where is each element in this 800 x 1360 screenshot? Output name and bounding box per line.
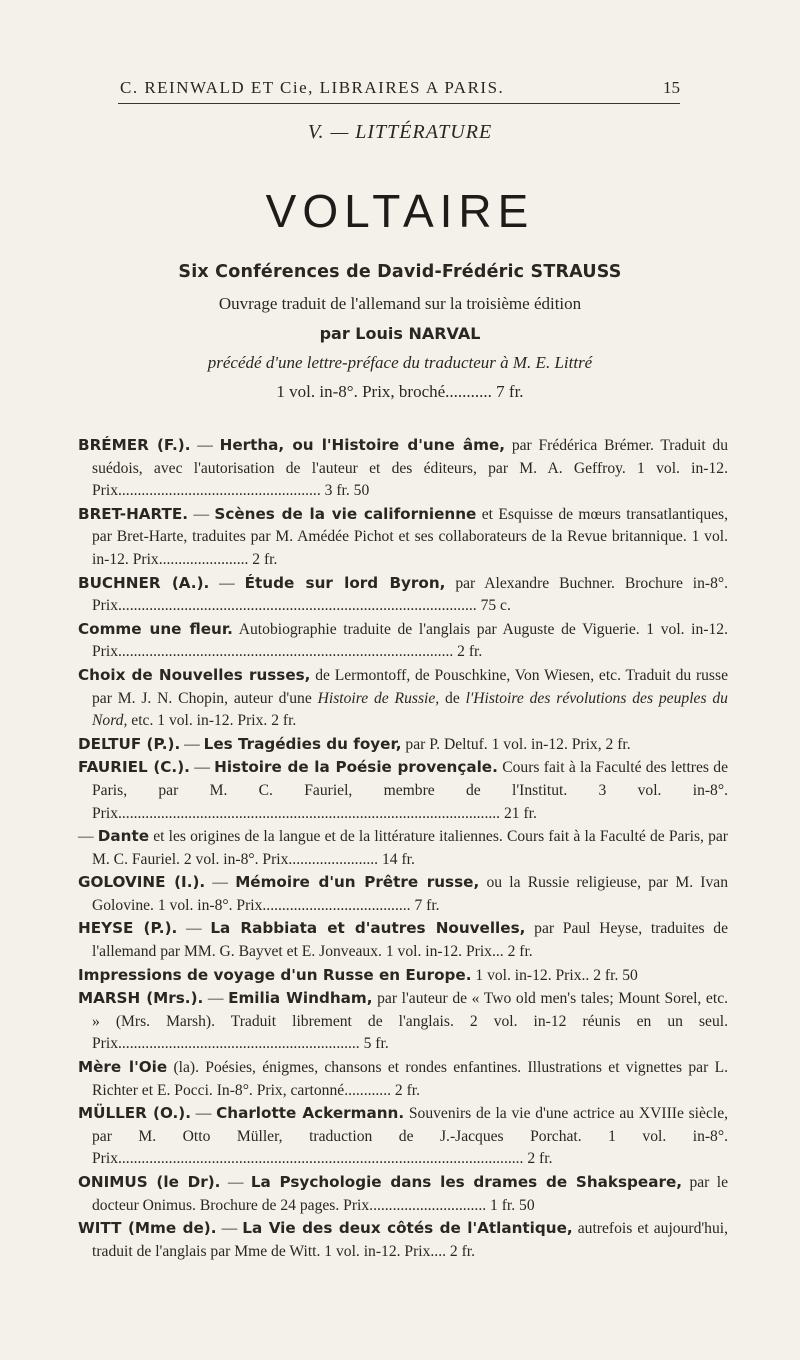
featured-preface: précédé d'une lettre-préface du traducteur à M. E. Littré	[207, 353, 593, 372]
entry-price: 2 fr.	[457, 643, 483, 661]
entry-price: 2 fr.	[605, 735, 631, 753]
catalog-entry: WITT (Mme de). — La Vie des deux côtés de l'Atlantique, autrefois et aujourd'hui, traduit de l'anglais par Mme de Witt. 1 vol. in-12. Prix.... 2 fr.	[78, 1219, 729, 1260]
catalog-entry: BRET-HARTE. — Scènes de la vie californienne et Esquisse de mœurs transatlantiques, par Bret-Harte, traduites par M. Amédée Pichot et ses collaborateurs de la Revue britannique. 1 vol. in-12. Prix....................... 2 fr.	[78, 504, 729, 568]
entry-cited-work: Histoire de Russie,	[317, 689, 440, 707]
running-head	[120, 78, 680, 98]
catalog-entry	[78, 964, 728, 988]
entry-work: La Psychologie dans les drames de Shakspeare,	[250, 1173, 683, 1191]
section-title: V. — LITTÉRATURE	[307, 121, 493, 143]
entry-work: Mère l'Oie	[78, 1058, 168, 1077]
catalog-entry: MÜLLER (O.). — Charlotte Ackermann. Souvenirs de la vie d'une actrice au XVIIIe siècle, par M. Otto Müller, traduction de J.-Jacques Porchat. 1 vol. in-8°. Prix........................................................................................................ 2 fr.	[78, 1104, 729, 1168]
catalog-entry: — Dante et les origines de la langue et de la littérature italiennes. Cours fait à la Faculté de Paris, par M. C. Fauriel. 2 vol. in-8°. Prix....................... 14 fr.	[78, 827, 729, 868]
featured-subtitle: Six Conférences de David-Frédéric STRAUSS	[178, 262, 622, 282]
entry-work: Mémoire d'un Prêtre russe,	[235, 873, 480, 892]
entry-price: 75 c.	[480, 597, 511, 615]
entry-description: par Frédérica Brémer. Traduit du suédois, avec l'autorisation de l'auteur et des éditeurs, par M. A. Geffroy. 1 vol. in-12. Prix	[92, 437, 729, 500]
entry-description: (la). Poésies, énigmes, chansons et rondes enfantines. Illustrations et vignettes par L. Richter et E. Pocci. In-8°. Prix, cartonné	[92, 1059, 729, 1099]
entry-author: MÜLLER (O.).	[78, 1104, 192, 1123]
entry-description: 1 vol. in-12. Prix..	[475, 966, 590, 984]
entry-work: Scènes de la vie californienne	[214, 504, 477, 523]
catalog-entry: BRÉMER (F.). — Hertha, ou l'Histoire d'une âme, par Frédérica Brémer. Traduit du suédois, avec l'autorisation de l'auteur et des éditeurs, par M. A. Geffroy. 1 vol. in-12. Prix.................................................... 3 fr. 50	[78, 436, 729, 500]
entry-description: et les origines de la langue et de la littérature italiennes. Cours fait à la Faculté de Paris, par M. C. Fauriel. 2 vol. in-8°. Prix	[92, 828, 729, 868]
entry-price: 2 fr.	[394, 1081, 421, 1099]
entry-description: par le docteur Onimus. Brochure de 24 pages. Prix	[92, 1174, 728, 1214]
catalog-entries	[78, 434, 728, 1263]
entry-work: Dante	[97, 827, 150, 846]
entry-description: ou la Russie religieuse, par M. Ivan Golovine. 1 vol. in-8°. Prix	[92, 874, 729, 914]
entry-price: 2 fr.	[271, 712, 297, 730]
featured-price-line: 1 vol. in-8°. Prix, broché........... 7 fr.	[276, 382, 524, 401]
page-number: 15	[663, 78, 680, 97]
entry-price: 7 fr.	[414, 896, 440, 914]
entry-work: Impressions de voyage d'un Russe en Europe.	[78, 965, 472, 984]
entry-work: Choix de Nouvelles russes,	[78, 665, 311, 684]
entry-price: 2 fr.	[449, 1242, 476, 1260]
entry-work: Emilia Windham,	[228, 989, 373, 1008]
entry-author: DELTUF (P.).	[78, 734, 181, 753]
entry-price: 5 fr.	[363, 1035, 389, 1053]
featured-translator: par Louis NARVAL	[319, 324, 481, 343]
entry-author: BRET-HARTE.	[78, 504, 189, 523]
entry-description: autrefois et aujourd'hui, traduit de l'anglais par Mme de Witt. 1 vol. in-12. Prix....	[92, 1220, 729, 1260]
entry-author: BUCHNER (A.).	[78, 573, 210, 592]
entry-description: par Alexandre Buchner. Brochure in-8°. Prix	[92, 574, 728, 615]
entry-price: 2 fr. 50	[593, 966, 638, 984]
catalog-entry: Comme une fleur. Autobiographie traduite de l'anglais par Auguste de Viguerie. 1 vol. in-12. Prix...................................................................................... 2 fr.	[78, 619, 728, 661]
entry-work: Hertha, ou l'Histoire d'une âme,	[219, 436, 506, 454]
entry-description: par P. Deltuf. 1 vol. in-12. Prix,	[405, 735, 602, 753]
entry-price: 1 fr. 50	[490, 1196, 535, 1214]
entry-cited-work: l'Histoire des révolutions des peuples du Nord,	[92, 689, 728, 730]
catalog-entry	[78, 664, 728, 733]
catalog-entry: BUCHNER (A.). — Étude sur lord Byron, par Alexandre Buchner. Brochure in-8°. Prix............................................................................................ 75 c.	[78, 573, 728, 615]
entry-description: Autobiographie traduite de l'anglais par Auguste de Viguerie. 1 vol. in-12. Prix	[92, 620, 728, 661]
entry-author: HEYSE (P.).	[78, 919, 178, 938]
entry-price: 2 fr.	[252, 550, 278, 568]
entry-author: ONIMUS (le Dr).	[78, 1173, 221, 1191]
entry-price: 2 fr.	[527, 1150, 553, 1168]
catalog-entry: ONIMUS (le Dr). — La Psychologie dans les drames de Shakspeare, par le docteur Onimus. Brochure de 24 pages. Prix.............................. 1 fr. 50	[78, 1173, 728, 1214]
publisher-header: C. REINWALD ET Cie, LIBRAIRES A PARIS.	[120, 78, 505, 97]
entry-price: 2 fr.	[507, 943, 533, 961]
entry-description: par l'auteur de « Two old men's tales; Mount Sorel, etc. » (Mrs. Marsh). Traduit librement de l'anglais. 2 vol. in-12 réunis en un seul. Prix	[92, 990, 729, 1053]
catalog-entry: FAURIEL (C.). — Histoire de la Poésie provençale. Cours fait à la Faculté des lettres de Paris, par M. C. Fauriel, membre de l'Institut. 3 vol. in-8°. Prix.................................................................................................. 21 fr.	[78, 758, 729, 822]
entry-price: 14 fr.	[381, 850, 415, 868]
entry-work: Les Tragédies du foyer,	[203, 734, 402, 753]
catalog-entry: GOLOVINE (I.). — Mémoire d'un Prêtre russe, ou la Russie religieuse, par M. Ivan Golovine. 1 vol. in-8°. Prix...................................... 7 fr.	[78, 873, 729, 914]
entry-description: de Lermontoff, de Pouschkine, Von Wiesen, etc. Traduit du russe par M. J. N. Chopin, auteur d'une	[92, 666, 728, 707]
entry-description: et Esquisse de mœurs transatlantiques, par Bret-Harte, traduites par M. Amédée Pichot et ses collaborateurs de la Revue britannique. 1 vol. in-12. Prix	[92, 505, 729, 568]
entry-author: MARSH (Mrs.).	[78, 989, 204, 1008]
entry-description: Souvenirs de la vie d'une actrice au XVIIIe siècle, par M. Otto Müller, traduction de J.-Jacques Porchat. 1 vol. in-8°. Prix	[92, 1105, 729, 1168]
catalog-entry: MARSH (Mrs.). — Emilia Windham, par l'auteur de « Two old men's tales; Mount Sorel, etc. » (Mrs. Marsh). Traduit librement de l'anglais. 2 vol. in-12 réunis en un seul. Prix.............................................................. 5 fr.	[78, 989, 729, 1053]
entry-work: La Vie des deux côtés de l'Atlantique,	[242, 1219, 573, 1238]
entry-work: Comme une fleur.	[78, 619, 233, 638]
catalog-entry: DELTUF (P.). — Les Tragédies du foyer, par P. Deltuf. 1 vol. in-12. Prix, 2 fr.	[78, 734, 631, 753]
entry-description: Cours fait à la Faculté des lettres de Paris, par M. C. Fauriel, membre de l'Institut. 3 vol. in-8°. Prix	[92, 759, 729, 822]
entry-description: de	[445, 689, 460, 707]
entry-work: Histoire de la Poésie provençale.	[214, 758, 498, 777]
entry-author: WITT (Mme de).	[78, 1219, 217, 1238]
entry-author: GOLOVINE (I.).	[78, 873, 206, 892]
entry-author: FAURIEL (C.).	[78, 758, 190, 777]
header-rule	[118, 103, 680, 104]
featured-format: 1 vol. in-8°. Prix, broché	[276, 382, 446, 401]
entry-description: par Paul Heyse, traduites de l'allemand par MM. G. Bayvet et E. Jonveaux. 1 vol. in-12. Prix...	[92, 920, 729, 961]
featured-price: 7 fr.	[496, 382, 524, 401]
entry-work: Charlotte Ackermann.	[216, 1104, 405, 1123]
featured-title: VOLTAIRE	[265, 185, 535, 237]
featured-translation-note: Ouvrage traduit de l'allemand sur la troisième édition	[218, 294, 582, 313]
entry-work: Étude sur lord Byron,	[244, 573, 446, 592]
entry-author: BRÉMER (F.).	[78, 436, 191, 454]
entry-price: 3 fr. 50	[324, 482, 370, 500]
entry-work: La Rabbiata et d'autres Nouvelles,	[210, 919, 526, 938]
entry-price: 21 fr.	[503, 804, 537, 822]
catalog-entry: Mère l'Oie (la). Poésies, énigmes, chansons et rondes enfantines. Illustrations et vignettes par L. Richter et E. Pocci. In-8°. Prix, cartonné............ 2 fr.	[78, 1058, 729, 1099]
entry-description: etc. 1 vol. in-12. Prix.	[131, 712, 268, 730]
catalog-entry: HEYSE (P.). — La Rabbiata et d'autres Nouvelles, par Paul Heyse, traduites de l'allemand par MM. G. Bayvet et E. Jonveaux. 1 vol. in-12. Prix... 2 fr.	[78, 919, 729, 961]
